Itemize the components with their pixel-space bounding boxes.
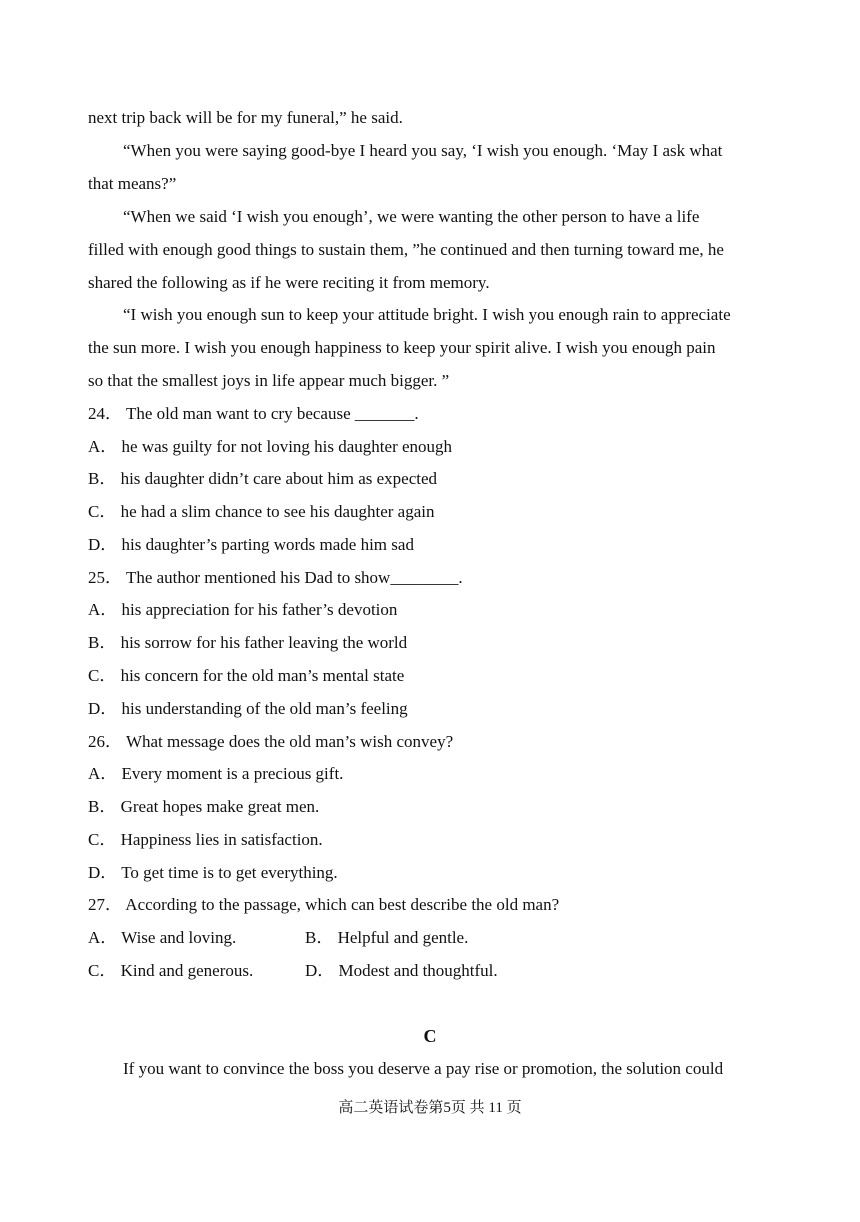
question-26-option-c: C． Happiness lies in satisfaction. <box>88 830 323 849</box>
question-27-option-a: A． Wise and loving. <box>88 928 237 947</box>
passage-line: shared the following as if he were reciting it from memory. <box>88 273 490 292</box>
question-24-option-b: B． his daughter didn’t care about him as expected <box>88 469 438 488</box>
question-25-option-c: C． his concern for the old man’s mental state <box>88 666 405 685</box>
question-24-option-a: A． he was guilty for not loving his daughter enough <box>88 437 453 456</box>
passage-line: filled with enough good things to sustain them, ”he continued and then turning toward me, he <box>88 240 724 259</box>
passage-line: “When you were saying good-bye I heard you say, ‘I wish you enough. ‘May I ask what <box>123 141 723 160</box>
question-26-option-d: D． To get time is to get everything. <box>88 863 338 882</box>
question-26-stem: 26． What message does the old man’s wish convey? <box>88 732 454 751</box>
question-24-option-d: D． his daughter’s parting words made him sad <box>88 535 414 554</box>
question-25-option-a: A． his appreciation for his father’s devotion <box>88 600 398 619</box>
question-25-option-d: D． his understanding of the old man’s feeling <box>88 699 408 718</box>
question-27-stem: 27． According to the passage, which can best describe the old man? <box>88 895 560 914</box>
passage-line: the sun more. I wish you enough happiness to keep your spirit alive. I wish you enough pain <box>88 338 716 357</box>
section-c-heading: C <box>423 1026 437 1046</box>
question-27-option-b: B． Helpful and gentle. <box>305 928 469 947</box>
question-27-options-row-1 <box>88 927 778 949</box>
question-24-option-c: C． he had a slim chance to see his daughter again <box>88 502 435 521</box>
question-27-option-c: C． Kind and generous. <box>88 961 254 980</box>
passage-line: so that the smallest joys in life appear much bigger. ” <box>88 371 450 390</box>
question-25-option-b: B． his sorrow for his father leaving the world <box>88 633 408 652</box>
section-c-first-line: If you want to convince the boss you deserve a pay rise or promotion, the solution could <box>123 1059 724 1078</box>
question-25-stem: 25． The author mentioned his Dad to show________. <box>88 568 463 587</box>
question-24-stem: 24． The old man want to cry because _______. <box>88 404 419 423</box>
passage-line: next trip back will be for my funeral,” he said. <box>88 108 403 127</box>
page-footer: 高二英语试卷第5页 共 11 页 <box>338 1100 522 1116</box>
question-26-option-b: B． Great hopes make great men. <box>88 797 320 816</box>
question-27-option-d: D． Modest and thoughtful. <box>305 961 498 980</box>
question-26-option-a: A． Every moment is a precious gift. <box>88 764 344 783</box>
question-27-options-row-2 <box>88 960 778 982</box>
passage-line: “When we said ‘I wish you enough’, we were wanting the other person to have a life <box>123 207 700 226</box>
passage-line: “I wish you enough sun to keep your attitude bright. I wish you enough rain to appreciate <box>123 305 731 324</box>
passage-line: that means?” <box>88 174 177 193</box>
